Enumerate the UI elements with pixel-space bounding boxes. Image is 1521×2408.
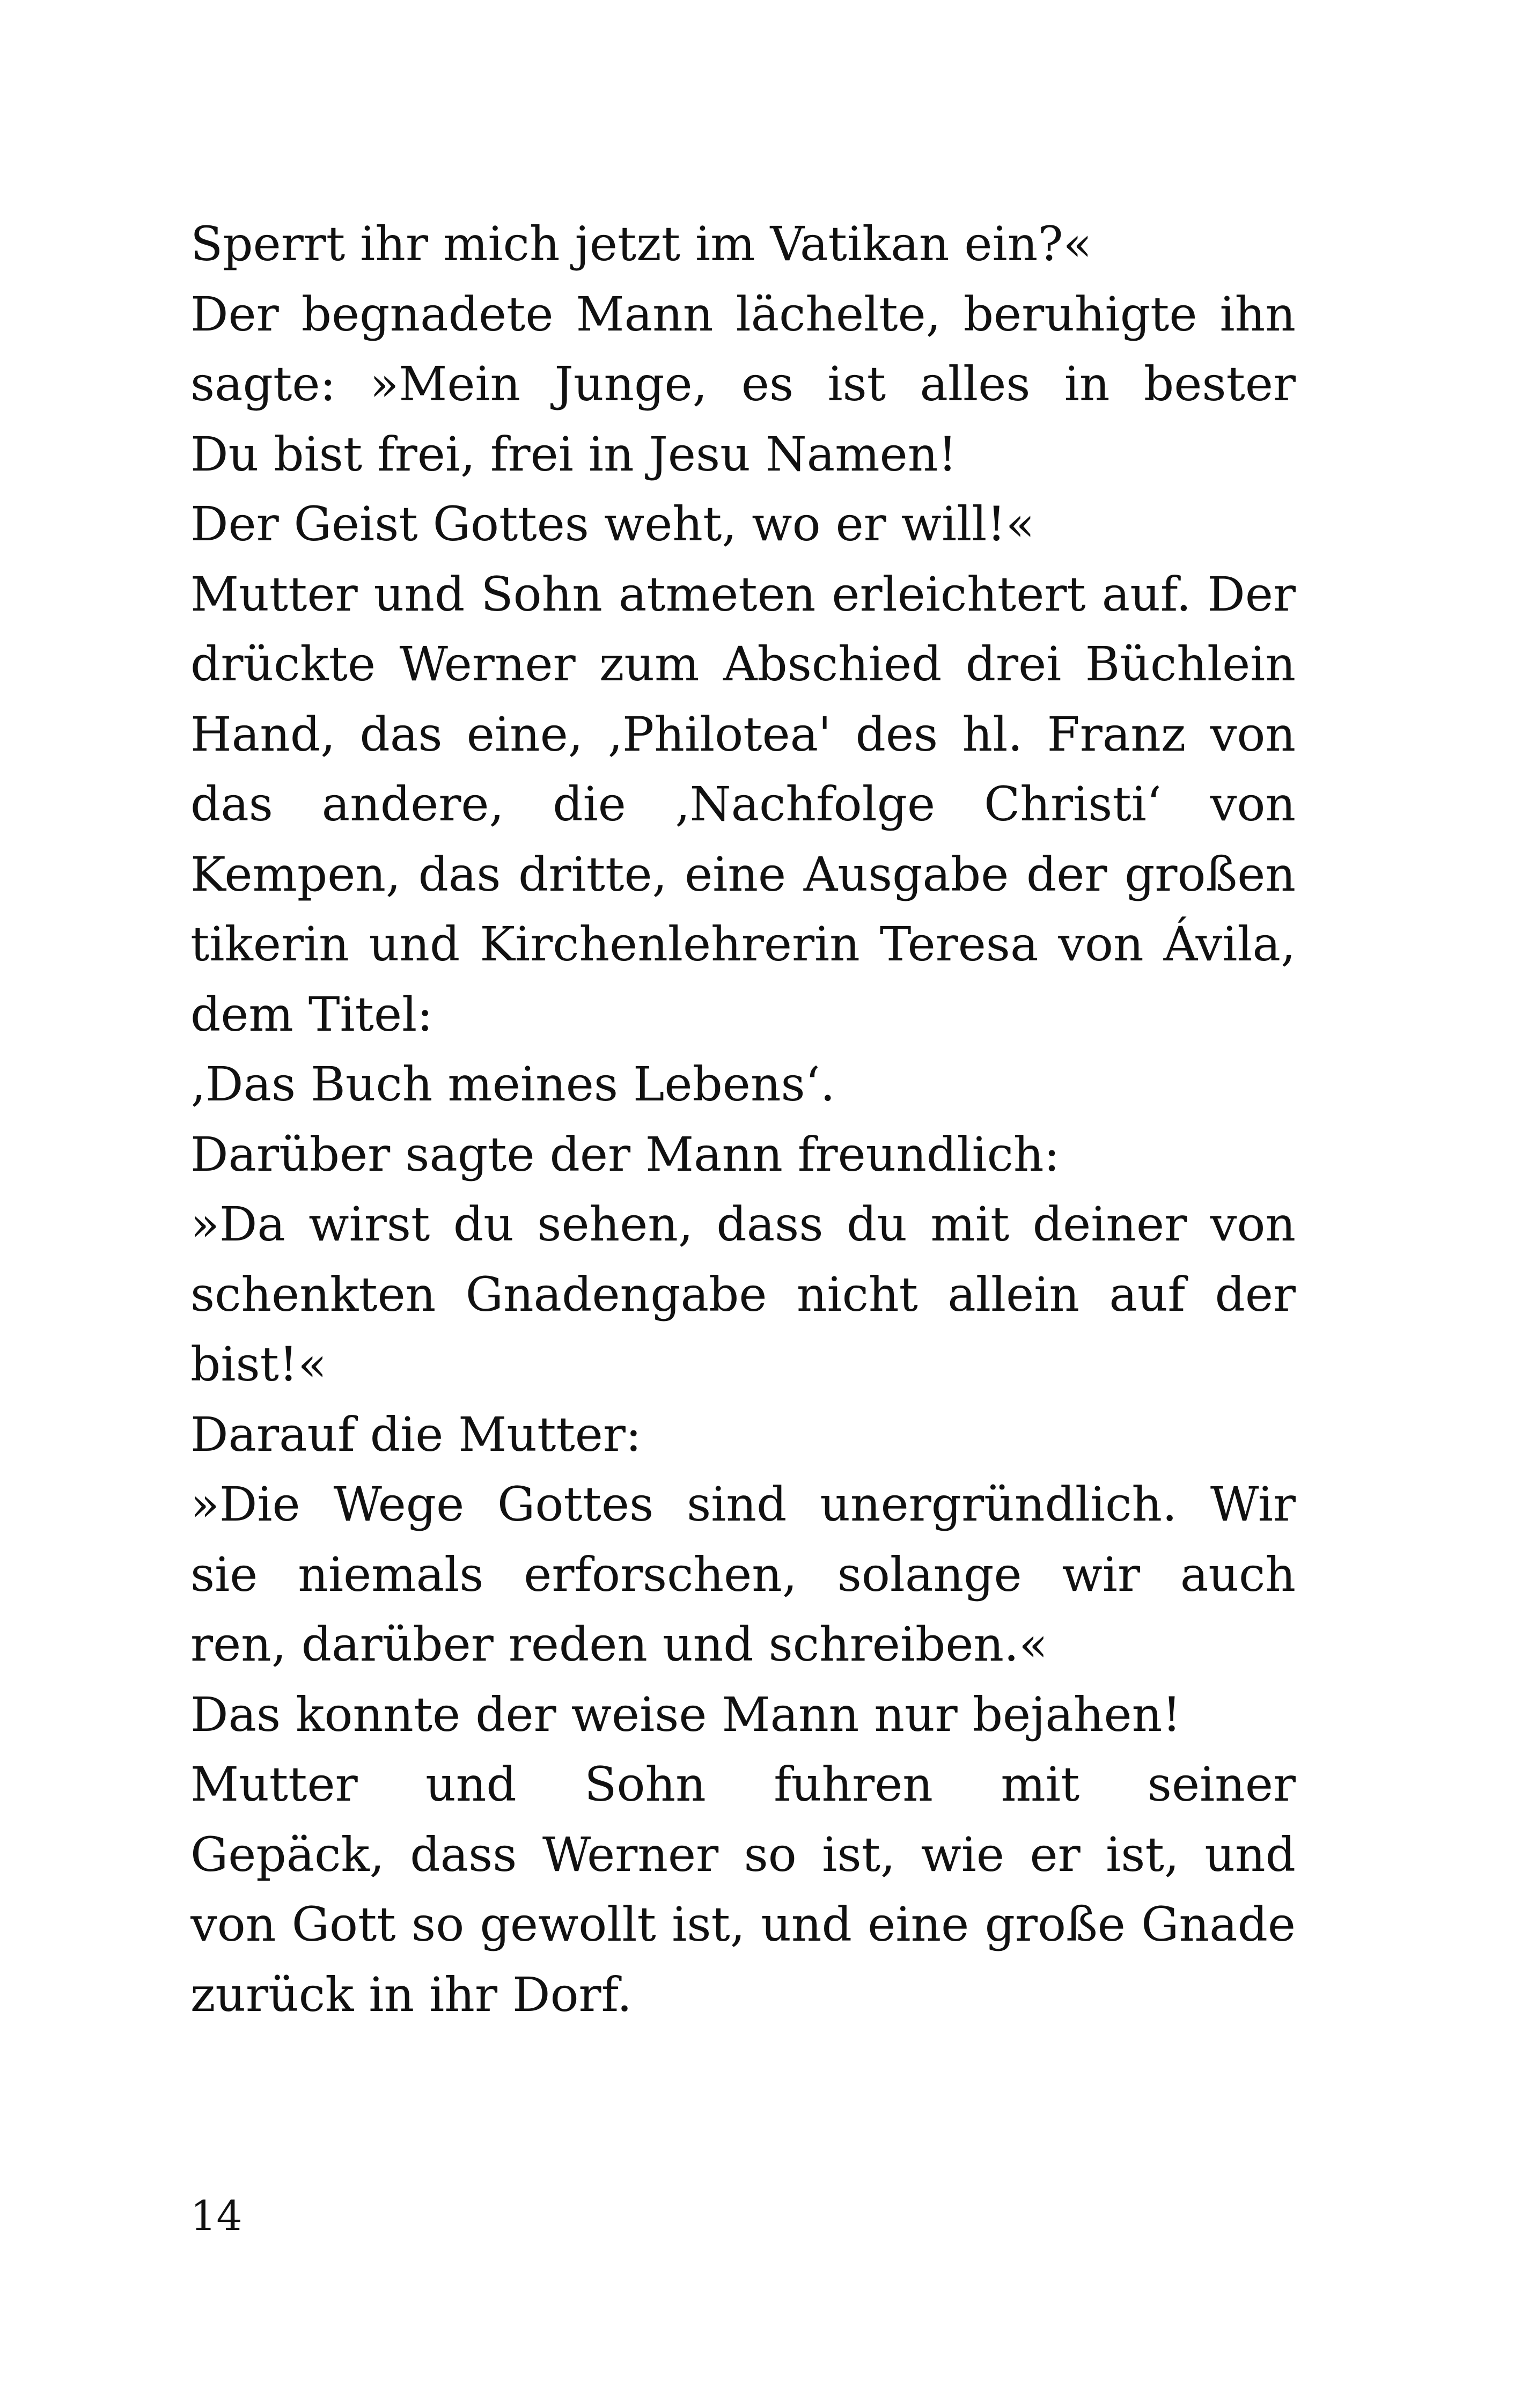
text-line: Sperrt ihr mich jetzt im Vatikan ein?« [190, 216, 1092, 271]
text-line: Mutter und Sohn fuhren mit seiner [190, 1757, 1296, 1812]
text-line: von Gott so gewollt ist, und eine große Gnade [190, 1897, 1296, 1952]
text-line: tikerin und Kirchenlehrerin Teresa von Ávila, [190, 916, 1296, 972]
text-line: Darauf die Mutter: [190, 1406, 642, 1462]
text-line: Der begnadete Mann lächelte, beruhigte ihn [190, 286, 1296, 342]
text-line: Darüber sagte der Mann freundlich: [190, 1126, 1060, 1182]
page-number: 14 [190, 2192, 243, 2240]
text-line: schenkten Gnadengabe nicht allein auf der [190, 1266, 1296, 1322]
text-line: Das konnte der weise Mann nur bejahen! [190, 1686, 1181, 1742]
text-line: ‚Das Buch meines Lebens‘. [190, 1056, 835, 1112]
text-line: sagte: »Mein Junge, es ist alles in bester [190, 356, 1296, 412]
text-line: Der Geist Gottes weht, wo er will!« [190, 496, 1035, 552]
text-line: Du bist frei, frei in Jesu Namen! [190, 426, 957, 482]
text-line: ren, darüber reden und schreiben.« [190, 1617, 1048, 1672]
text-line: Mutter und Sohn atmeten erleichtert auf. Der [190, 566, 1296, 622]
text-line: sie niemals erforschen, solange wir auch [190, 1546, 1296, 1602]
text-line: bist!« [190, 1337, 327, 1392]
body-text [190, 209, 1296, 2030]
text-line: »Die Wege Gottes sind unergründlich. Wir [190, 1477, 1296, 1532]
text-line: drückte Werner zum Abschied drei Büchlein [190, 636, 1296, 692]
text-line: zurück in ihr Dorf. [190, 1966, 633, 2022]
text-line: das andere, die ‚Nachfolge Christi‘ von [190, 776, 1296, 832]
text-line: dem Titel: [190, 986, 433, 1042]
text-line: Gepäck, dass Werner so ist, wie er ist, und [190, 1826, 1296, 1882]
text-line: Hand, das eine, ‚Philotea' des hl. Franz von [190, 706, 1296, 762]
text-line: »Da wirst du sehen, dass du mit deiner von [190, 1196, 1296, 1252]
text-line: Kempen, das dritte, eine Ausgabe der großen [190, 846, 1296, 902]
